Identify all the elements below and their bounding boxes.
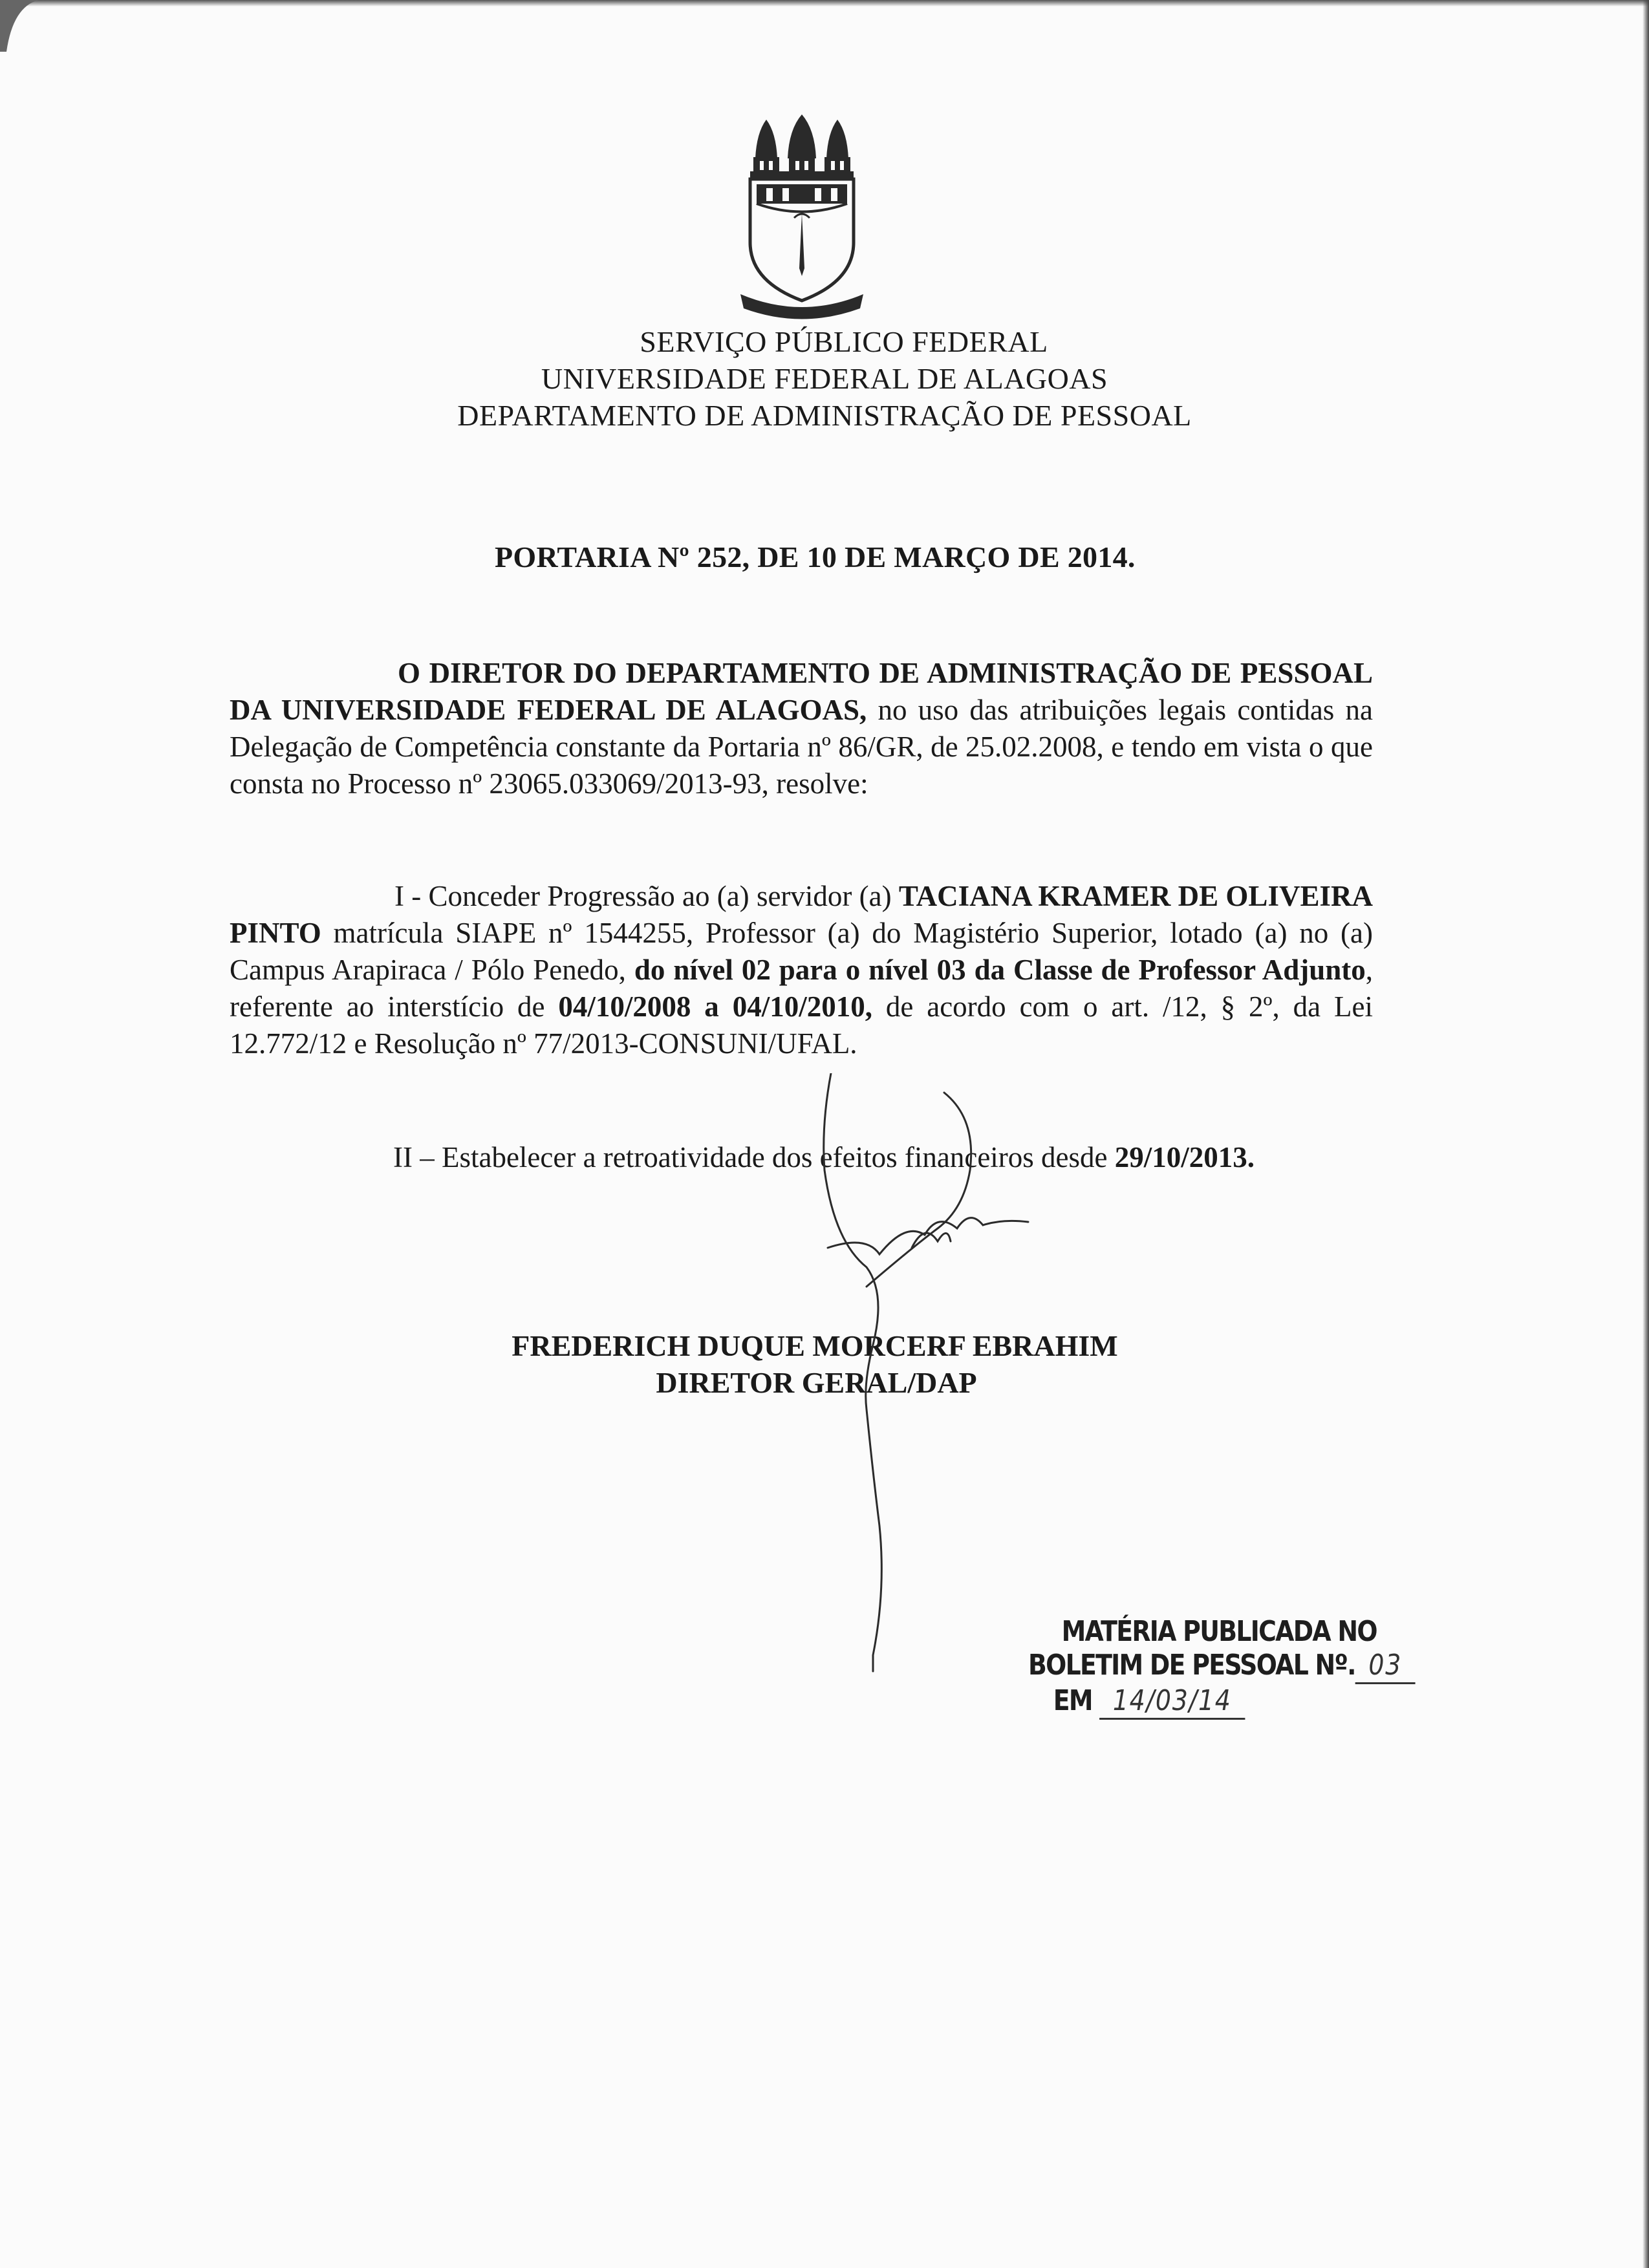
- article-1-server-name: TACIANA KRAMER DE OLIVEIRA PINTO: [230, 880, 1373, 949]
- stamp-date-label: EM: [1053, 1684, 1092, 1717]
- preamble-bold: O DIRETOR DO DEPARTAMENTO DE ADMINISTRAÇÃO DE PESSOAL DA UNIVERSIDADE FEDERAL DE ALAGOAS,: [230, 657, 1373, 726]
- stamp-bulletin-number: 03: [1355, 1649, 1416, 1684]
- article-1-text-4: de acordo com o art. /12, § 2º, da Lei 12.772/12 e Resolução nº 77/2013-CONSUNI/UFAL.: [230, 990, 1373, 1060]
- header-line-department: DEPARTAMENTO DE ADMINISTRAÇÃO DE PESSOAL: [457, 399, 1192, 432]
- handwritten-signature: [776, 1073, 1099, 1694]
- article-1-text-1: I - Conceder Progressão ao (a) servidor (a): [394, 880, 899, 912]
- document-title: PORTARIA Nº 252, DE 10 DE MARÇO DE 2014.: [495, 540, 1136, 573]
- stamp-line-published: MATÉRIA PUBLICADA NO: [1061, 1615, 1377, 1648]
- stamp-bulletin-label: BOLETIM DE PESSOAL Nº.: [1028, 1649, 1355, 1682]
- stamp-line-date: [1028, 1684, 1340, 1720]
- stamp-date-value: 14/03/14: [1099, 1684, 1245, 1720]
- preamble-text: no uso das atribuições legais contidas na Delegação de Competência constante da Portaria nº 86/GR, de 25.02.2008, e tendo em vista o que consta no Processo nº 23065.033069/2013-93, resolve:: [230, 694, 1373, 800]
- publication-stamp: [1028, 1615, 1403, 1720]
- article-1-interval: 04/10/2008 a 04/10/2010,: [558, 990, 872, 1023]
- scan-corner-shadow: [0, 0, 39, 52]
- university-crest-logo: [737, 107, 867, 326]
- article-1-text-2: matrícula SIAPE nº 1544255, Professor (a) do Magistério Superior, lotado (a) no (a) Campus Arapiraca / Pólo Penedo,: [230, 917, 1373, 986]
- document-header: [0, 323, 1649, 434]
- article-1-paragraph: [230, 878, 1373, 1062]
- header-line-service: SERVIÇO PÚBLICO FEDERAL: [640, 325, 1048, 358]
- article-2-text: II – Estabelecer a retroatividade dos efeitos financeiros desde: [393, 1141, 1115, 1173]
- article-1-text-3: , referente ao interstício de: [230, 954, 1373, 1023]
- signer-name: FREDERICH DUQUE MORCERF EBRAHIM: [512, 1329, 1118, 1362]
- article-2-date: 29/10/2013.: [1114, 1141, 1255, 1173]
- preamble-paragraph: [230, 655, 1373, 802]
- header-line-university: UNIVERSIDADE FEDERAL DE ALAGOAS: [541, 362, 1108, 395]
- stamp-line-bulletin: [1028, 1649, 1403, 1684]
- signer-role: DIRETOR GERAL/DAP: [656, 1366, 977, 1399]
- scan-top-edge: [0, 0, 1649, 6]
- article-1-level-change: do nível 02 para o nível 03 da Classe de Professor Adjunto: [634, 954, 1366, 986]
